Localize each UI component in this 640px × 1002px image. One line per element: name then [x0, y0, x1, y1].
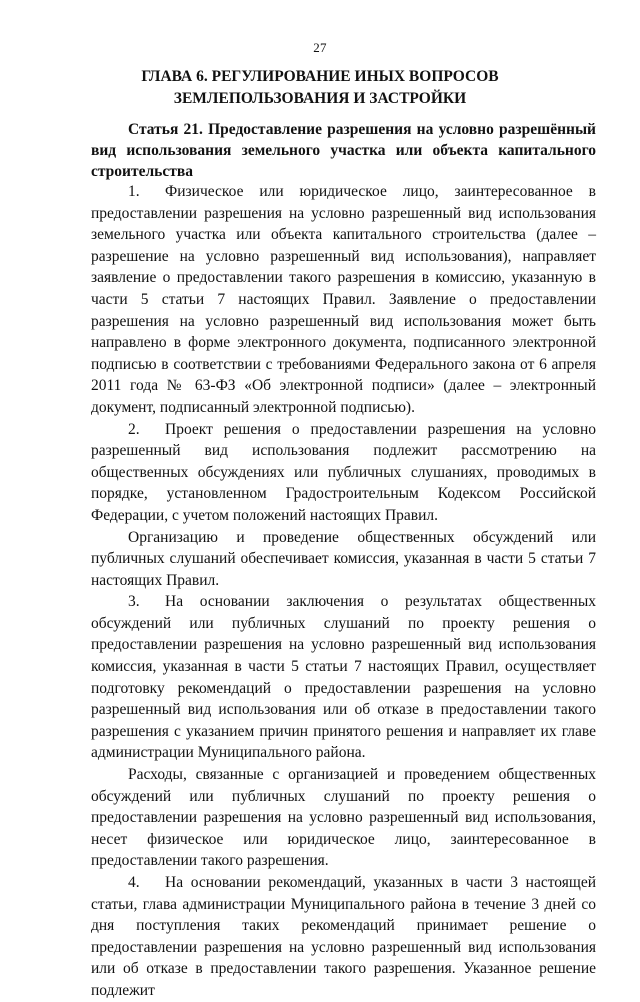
paragraph-text: Расходы, связанные с организацией и проведением общественных обсуждений или публичных слушаний по проекту решения о предоставлении разрешения на условно разрешенный вид использования, несет физическое или юридическое лицо, заинтересованное в предоставлении такого разрешения. — [91, 766, 596, 870]
paragraph-3-continuation — [91, 764, 596, 872]
page-number: 27 — [313, 40, 327, 55]
paragraph-text: Организацию и проведение общественных обсуждений или публичных слушаний обеспечивает комиссия, указанная в части 5 статьи 7 настоящих Правил. — [91, 528, 596, 589]
paragraph-number: 4. — [128, 874, 140, 891]
paragraph-number: 3. — [128, 593, 140, 611]
chapter-title — [60, 66, 580, 110]
article-title: Статья 21. Предоставление разрешения на условно разрешённый вид использования земельного участка или объекта капитального строительства — [91, 121, 596, 180]
chapter-title-line1: ГЛАВА 6. РЕГУЛИРОВАНИЕ ИНЫХ ВОПРОСОВ — [141, 68, 499, 85]
paragraph-3 — [91, 591, 596, 764]
paragraph-1 — [91, 181, 596, 419]
paragraph-number: 2. — [128, 420, 140, 438]
paragraph-text: На основании рекомендаций, указанных в части 3 настоящей статьи, глава администрации Муниципального района в течение 3 дней со дня поступления таких рекомендаций принимает решение о предоставлении разрешения на условно разрешенный вид использования или об отказе в предоставлении такого разрешения. Указанное решение подлежит — [91, 874, 596, 999]
document-body — [91, 181, 596, 1002]
paragraph-4 — [91, 872, 596, 1002]
paragraph-2 — [91, 419, 596, 527]
chapter-title-line2: ЗЕМЛЕПОЛЬЗОВАНИЯ И ЗАСТРОЙКИ — [173, 90, 467, 107]
paragraph-number: 1. — [128, 183, 140, 200]
paragraph-2-continuation — [91, 527, 596, 592]
paragraph-text: Проект решения о предоставлении разрешения на условно разрешенный вид использования подлежит рассмотрению на общественных обсуждениях или публичных слушаниях, проводимых в порядке, установленном Градостроительным Кодексом Российской Федерации, с учетом положений настоящих Правил. — [91, 420, 596, 524]
paragraph-text: На основании заключения о результатах общественных обсуждений или публичных слушаний по проекту решения о предоставлении разрешения на условно разрешенный вид использования комиссия, указанная в части 5 статьи 7 настоящих Правил, осуществляет подготовку рекомендаций о предоставлении разрешения на условно разрешенный вид использования или об отказе в предоставлении такого разрешения с указанием причин принятого решения и направляет их главе администрации Муниципального района. — [91, 593, 596, 762]
paragraph-text: Физическое или юридическое лицо, заинтересованное в предоставлении разрешения на условно разрешенный вид использования земельного участка или объекта капитального строительства (далее – разрешение на условно разрешенный вид использования), направляет заявление о предоставлении такого разрешения в комиссию, указанную в части 5 статьи 7 настоящих Правил. Заявление о предоставлении разрешения на условно разрешенный вид использования может быть направлено в форме электронного документа, подписанного электронной подписью в соответствии с требованиями Федерального закона от 6 апреля 2011 года № 63-ФЗ «Об электронной подписи» (далее – электронный документ, подписанный электронной подписью). — [91, 183, 596, 416]
